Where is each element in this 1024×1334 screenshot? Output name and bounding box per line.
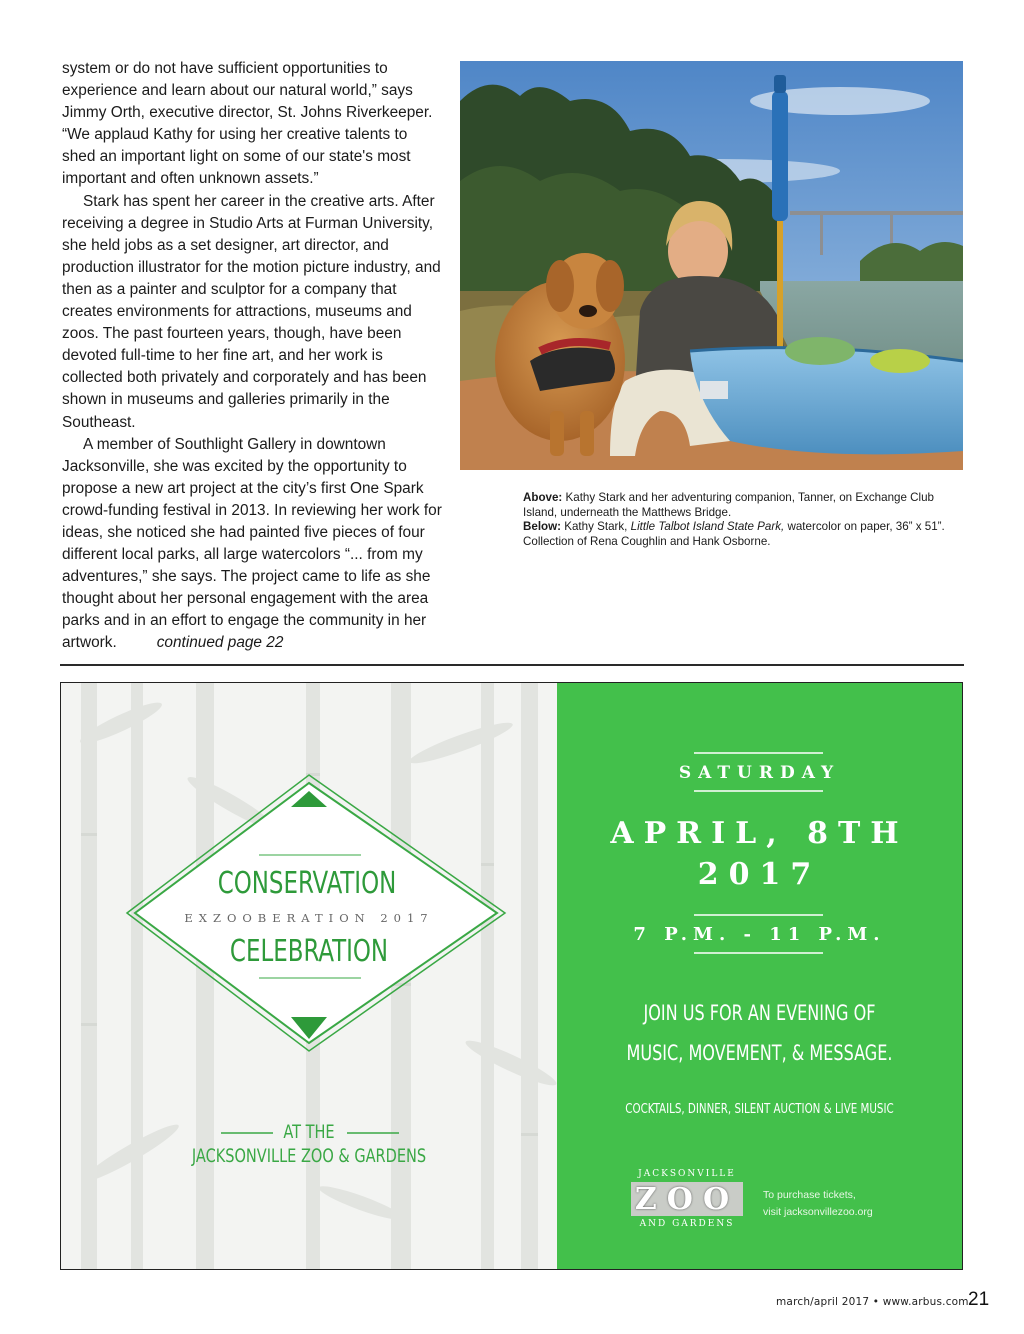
zoo-logo-box — [631, 1182, 743, 1216]
caption-below-text-1: Kathy Stark, — [564, 520, 628, 534]
article-column — [62, 58, 444, 655]
ad-features: COCKTAILS, DINNER, SILENT AUCTION & LIVE MUSIC — [625, 1102, 894, 1117]
ticket-info-line1: To purchase tickets, — [763, 1189, 856, 1201]
kathy-and-tanner-photo — [460, 61, 963, 470]
footer-issue: march/april 2017 • www.arbus.com — [776, 1296, 969, 1308]
ticket-info — [763, 1187, 873, 1221]
article-paragraph-3-text: A member of Southlight Gallery in downtown Jacksonville, she was excited by the opportunity to propose a new art project at the city’s first One Spark crowd-funding festival in 2013. In reviewing her work for ideas, she noticed she had painted five pieces of four different local parks, all large watercolors “... from my adventures,” she says. The project came to life as she thought about her personal engagement with the area parks and in an effort to engage the community in her artwork. — [62, 435, 442, 652]
ad-invite-line2: MUSIC, MOVEMENT, & MESSAGE. — [626, 1041, 893, 1065]
zoo-logo-main: ZOO — [634, 1181, 740, 1217]
ad-at-the: AT THE — [283, 1121, 335, 1143]
caption-below-label: Below: — [523, 520, 562, 534]
ad-year: 2017 — [697, 857, 822, 892]
ad-right-panel — [557, 683, 962, 1269]
zoo-logo-bottom: AND GARDENS — [639, 1219, 735, 1229]
caption-above-text: Kathy Stark and her adventuring companion, Tanner, on Exchange Club Island, underneath the Matthews Bridge. — [523, 491, 934, 519]
photo-illustration — [460, 61, 963, 470]
caption-above — [523, 491, 953, 520]
section-divider — [60, 664, 964, 666]
article-paragraph-3 — [62, 434, 444, 655]
article-paragraph-2: Stark has spent her career in the creative arts. After receiving a degree in Studio Arts at Furman University, she held jobs as a set designer, art director, and production illustrator for the motion picture industry, and then as a painter and sculptor for a company that creates environments for attractions, museums and zoos. The past fourteen years, though, have been devoted full-time to her fine art, and her work is collected both privately and corporately and has been shown in museums and galleries primarily in the Southeast. — [62, 192, 441, 431]
zoo-logo — [627, 1169, 747, 1229]
ad-invite-line1: JOIN US FOR AN EVENING OF — [643, 1001, 876, 1025]
ad-title-line2: CELEBRATION — [229, 934, 389, 969]
ad-date: APRIL, 8TH — [610, 816, 909, 851]
article-paragraph-1: system or do not have sufficient opportunities to experience and learn about our natural world,” says Jimmy Orth, executive director, St. Johns Riverkeeper. “We applaud Kathy for using her creative talents to shed an important light on some of our state's most important and often unknown assets.” — [62, 60, 433, 188]
ad-title-line1: CONSERVATION — [217, 866, 397, 901]
bamboo-background — [61, 683, 557, 1269]
caption-below — [523, 520, 953, 549]
ad-left-panel — [61, 683, 557, 1269]
continued-link[interactable]: continued page 22 — [156, 634, 284, 652]
ticket-info-link[interactable]: visit jacksonvillezoo.org — [763, 1206, 873, 1218]
zoo-logo-top: JACKSONVILLE — [638, 1169, 736, 1179]
page-number: 21 — [968, 1289, 990, 1310]
ad-venue: JACKSONVILLE ZOO & GARDENS — [191, 1145, 427, 1167]
caption-below-text-2: watercolor on paper, 36” x 51”. Collection of Rena Coughlin and Hank Osborne. — [523, 520, 945, 548]
advertisement — [60, 682, 963, 1270]
ad-day: SATURDAY — [678, 763, 841, 783]
photo-caption — [523, 491, 953, 549]
ad-time: 7 P.M. - 11 P.M. — [633, 924, 886, 945]
caption-artwork-title: Little Talbot Island State Park, — [630, 520, 785, 534]
caption-above-label: Above: — [523, 491, 563, 504]
ad-subtitle: EXZOOBERATION 2017 — [184, 911, 434, 925]
